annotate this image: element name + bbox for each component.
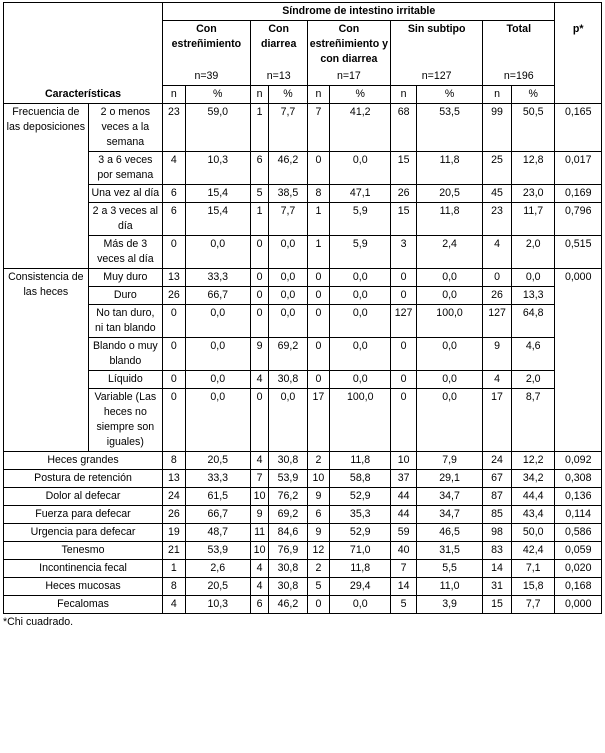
count-cell: 6: [307, 506, 330, 524]
percent-cell: 47,1: [330, 185, 391, 203]
col-header-pct: %: [417, 86, 483, 104]
count-cell: 0: [307, 152, 330, 185]
count-cell: 0: [307, 371, 330, 389]
count-cell: 14: [391, 578, 417, 596]
count-cell: 6: [163, 185, 186, 203]
table-row: [4, 104, 602, 152]
percent-cell: 53,5: [417, 104, 483, 152]
group-header-sin-subtipo: Sin subtipo: [391, 21, 483, 69]
percent-cell: 2,0: [512, 371, 555, 389]
count-cell: 11: [250, 524, 269, 542]
count-cell: 8: [163, 452, 186, 470]
count-cell: 4: [250, 371, 269, 389]
count-cell: 9: [307, 524, 330, 542]
percent-cell: 0,0: [330, 305, 391, 338]
row-label: Incontinencia fecal: [4, 560, 163, 578]
count-cell: 2: [307, 452, 330, 470]
count-cell: 83: [483, 542, 512, 560]
percent-cell: 23,0: [512, 185, 555, 203]
count-cell: 0: [307, 305, 330, 338]
percent-cell: 20,5: [185, 578, 250, 596]
percent-cell: 12,8: [512, 152, 555, 185]
count-cell: 21: [163, 542, 186, 560]
table-row: [4, 305, 602, 338]
percent-cell: 11,0: [417, 578, 483, 596]
count-cell: 10: [391, 452, 417, 470]
percent-cell: 69,2: [269, 506, 307, 524]
count-cell: 13: [163, 269, 186, 287]
row-label: Heces mucosas: [4, 578, 163, 596]
table-row: [4, 488, 602, 506]
group-header-con-diarrea: Con diarrea: [250, 21, 307, 69]
count-cell: 0: [483, 269, 512, 287]
percent-cell: 48,7: [185, 524, 250, 542]
row-sub-label: Muy duro: [88, 269, 162, 287]
percent-cell: 11,8: [417, 203, 483, 236]
count-cell: 5: [250, 185, 269, 203]
percent-cell: 34,2: [512, 470, 555, 488]
percent-cell: 0,0: [269, 236, 307, 269]
count-cell: 19: [163, 524, 186, 542]
p-value: 0,165: [555, 104, 602, 152]
row-label: Fecalomas: [4, 596, 163, 614]
percent-cell: 0,0: [185, 371, 250, 389]
percent-cell: 7,7: [269, 203, 307, 236]
count-cell: 26: [483, 287, 512, 305]
p-value: 0,169: [555, 185, 602, 203]
count-cell: 6: [163, 203, 186, 236]
percent-cell: 38,5: [269, 185, 307, 203]
p-value: 0,796: [555, 203, 602, 236]
count-cell: 4: [250, 560, 269, 578]
table-row: [4, 203, 602, 236]
col-header-n: n: [250, 86, 269, 104]
count-cell: 9: [483, 338, 512, 371]
table-row: [4, 389, 602, 452]
percent-cell: 0,0: [417, 389, 483, 452]
count-cell: 17: [307, 389, 330, 452]
percent-cell: 64,8: [512, 305, 555, 338]
count-cell: 0: [163, 371, 186, 389]
row-label: Urgencia para defecar: [4, 524, 163, 542]
percent-cell: 11,8: [330, 560, 391, 578]
count-cell: 68: [391, 104, 417, 152]
percent-cell: 7,7: [269, 104, 307, 152]
count-cell: 1: [307, 203, 330, 236]
count-cell: 98: [483, 524, 512, 542]
percent-cell: 2,0: [512, 236, 555, 269]
percent-cell: 20,5: [185, 452, 250, 470]
count-cell: 1: [163, 560, 186, 578]
table-row: [4, 542, 602, 560]
row-sub-label: No tan duro, ni tan blando: [88, 305, 162, 338]
percent-cell: 7,9: [417, 452, 483, 470]
percent-cell: 76,9: [269, 542, 307, 560]
percent-cell: 33,3: [185, 269, 250, 287]
percent-cell: 0,0: [185, 305, 250, 338]
count-cell: 7: [250, 470, 269, 488]
row-sub-label: Duro: [88, 287, 162, 305]
percent-cell: 59,0: [185, 104, 250, 152]
count-cell: 6: [250, 596, 269, 614]
count-cell: 9: [250, 338, 269, 371]
count-cell: 1: [250, 203, 269, 236]
count-cell: 15: [391, 203, 417, 236]
count-cell: 4: [163, 596, 186, 614]
col-header-n: n: [163, 86, 186, 104]
count-cell: 10: [250, 542, 269, 560]
percent-cell: 0,0: [269, 287, 307, 305]
count-cell: 10: [250, 488, 269, 506]
count-cell: 44: [391, 488, 417, 506]
count-cell: 9: [250, 506, 269, 524]
count-cell: 0: [250, 287, 269, 305]
percent-cell: 35,3: [330, 506, 391, 524]
count-cell: 4: [163, 152, 186, 185]
percent-cell: 0,0: [269, 389, 307, 452]
percent-cell: 3,9: [417, 596, 483, 614]
percent-cell: 0,0: [417, 338, 483, 371]
percent-cell: 15,4: [185, 185, 250, 203]
percent-cell: 0,0: [185, 236, 250, 269]
percent-cell: 11,8: [417, 152, 483, 185]
count-cell: 87: [483, 488, 512, 506]
p-value: 0,000: [555, 269, 602, 452]
row-sub-label: Más de 3 veces al día: [88, 236, 162, 269]
col-header-pct: %: [512, 86, 555, 104]
percent-cell: 11,7: [512, 203, 555, 236]
row-label: Heces grandes: [4, 452, 163, 470]
count-cell: 12: [307, 542, 330, 560]
count-cell: 3: [391, 236, 417, 269]
p-value: 0,000: [555, 596, 602, 614]
group-title: Síndrome de intestino irritable: [163, 3, 555, 21]
percent-cell: 76,2: [269, 488, 307, 506]
percent-cell: 0,0: [417, 269, 483, 287]
count-cell: 0: [391, 371, 417, 389]
percent-cell: 15,4: [185, 203, 250, 236]
percent-cell: 43,4: [512, 506, 555, 524]
percent-cell: 66,7: [185, 506, 250, 524]
p-value: 0,020: [555, 560, 602, 578]
p-value: 0,136: [555, 488, 602, 506]
percent-cell: 0,0: [330, 269, 391, 287]
percent-cell: 5,9: [330, 203, 391, 236]
characteristics-header: Características: [4, 86, 163, 104]
count-cell: 4: [483, 371, 512, 389]
count-cell: 7: [391, 560, 417, 578]
count-cell: 13: [163, 470, 186, 488]
percent-cell: 0,0: [185, 338, 250, 371]
percent-cell: 0,0: [330, 371, 391, 389]
corner-cell: [4, 3, 163, 21]
count-cell: 4: [483, 236, 512, 269]
p-value: 0,515: [555, 236, 602, 269]
p-value: 0,092: [555, 452, 602, 470]
group-header-con-estrenimiento: Con estreñimiento: [163, 21, 251, 69]
count-cell: 4: [250, 452, 269, 470]
percent-cell: 0,0: [330, 287, 391, 305]
percent-cell: 42,4: [512, 542, 555, 560]
count-cell: 10: [307, 470, 330, 488]
percent-cell: 44,4: [512, 488, 555, 506]
percent-cell: 100,0: [330, 389, 391, 452]
count-cell: 24: [163, 488, 186, 506]
count-cell: 0: [307, 596, 330, 614]
percent-cell: 0,0: [417, 371, 483, 389]
percent-cell: 30,8: [269, 560, 307, 578]
percent-cell: 4,6: [512, 338, 555, 371]
count-cell: 5: [307, 578, 330, 596]
col-header-pct: %: [330, 86, 391, 104]
count-cell: 25: [483, 152, 512, 185]
table-row: [4, 578, 602, 596]
row-sub-label: Líquido: [88, 371, 162, 389]
table-row: [4, 236, 602, 269]
table-row: [4, 596, 602, 614]
table-row: [4, 269, 602, 287]
count-cell: 85: [483, 506, 512, 524]
count-cell: 0: [391, 389, 417, 452]
count-cell: 24: [483, 452, 512, 470]
table-row: [4, 452, 602, 470]
count-cell: 2: [307, 560, 330, 578]
table-row: [4, 287, 602, 305]
count-cell: 26: [163, 506, 186, 524]
table-row: [4, 371, 602, 389]
percent-cell: 0,0: [269, 305, 307, 338]
col-header-pct: %: [185, 86, 250, 104]
p-value: 0,017: [555, 152, 602, 185]
count-cell: 0: [250, 389, 269, 452]
table-row: [4, 506, 602, 524]
count-cell: 99: [483, 104, 512, 152]
row-label: Tenesmo: [4, 542, 163, 560]
count-cell: 23: [483, 203, 512, 236]
percent-cell: 2,4: [417, 236, 483, 269]
percent-cell: 5,9: [330, 236, 391, 269]
p-value: 0,059: [555, 542, 602, 560]
count-cell: 45: [483, 185, 512, 203]
count-cell: 0: [250, 305, 269, 338]
count-cell: 0: [250, 269, 269, 287]
count-cell: 44: [391, 506, 417, 524]
percent-cell: 41,2: [330, 104, 391, 152]
count-cell: 0: [307, 338, 330, 371]
count-cell: 0: [307, 287, 330, 305]
percent-cell: 20,5: [417, 185, 483, 203]
p-value: 0,308: [555, 470, 602, 488]
percent-cell: 34,7: [417, 488, 483, 506]
group-header-mixto: Con estreñimiento y con diarrea: [307, 21, 391, 69]
count-cell: 1: [250, 104, 269, 152]
percent-cell: 52,9: [330, 524, 391, 542]
row-sub-label: 2 a 3 veces al día: [88, 203, 162, 236]
percent-cell: 46,2: [269, 596, 307, 614]
p-value: 0,114: [555, 506, 602, 524]
row-group-consistencia: Consistencia de las heces: [4, 269, 89, 452]
n-group-5: n=196: [483, 68, 555, 86]
row-group-frecuencia: Frecuencia de las deposiciones: [4, 104, 89, 269]
count-cell: 0: [391, 269, 417, 287]
count-cell: 0: [163, 338, 186, 371]
count-cell: 37: [391, 470, 417, 488]
percent-cell: 53,9: [185, 542, 250, 560]
count-cell: 17: [483, 389, 512, 452]
percent-cell: 30,8: [269, 452, 307, 470]
percent-cell: 50,5: [512, 104, 555, 152]
row-sub-label: Una vez al día: [88, 185, 162, 203]
percent-cell: 0,0: [512, 269, 555, 287]
percent-cell: 11,8: [330, 452, 391, 470]
footnote: *Chi cuadrado.: [3, 616, 74, 628]
n-group-4: n=127: [391, 68, 483, 86]
count-cell: 26: [163, 287, 186, 305]
percent-cell: 0,0: [185, 389, 250, 452]
percent-cell: 0,0: [330, 596, 391, 614]
percent-cell: 52,9: [330, 488, 391, 506]
table-row: [4, 185, 602, 203]
percent-cell: 2,6: [185, 560, 250, 578]
group-header-total: Total: [483, 21, 555, 69]
percent-cell: 61,5: [185, 488, 250, 506]
table-row: [4, 524, 602, 542]
percent-cell: 15,8: [512, 578, 555, 596]
count-cell: 0: [163, 305, 186, 338]
count-cell: 31: [483, 578, 512, 596]
percent-cell: 69,2: [269, 338, 307, 371]
count-cell: 6: [250, 152, 269, 185]
count-cell: 5: [391, 596, 417, 614]
percent-cell: 10,3: [185, 596, 250, 614]
p-value: 0,168: [555, 578, 602, 596]
percent-cell: 58,8: [330, 470, 391, 488]
percent-cell: 53,9: [269, 470, 307, 488]
percent-cell: 34,7: [417, 506, 483, 524]
p-header-bottom: [555, 86, 602, 104]
count-cell: 40: [391, 542, 417, 560]
percent-cell: 0,0: [330, 338, 391, 371]
percent-cell: 30,8: [269, 578, 307, 596]
count-cell: 9: [307, 488, 330, 506]
n-group-3: n=17: [307, 68, 391, 86]
row-sub-label: Blando o muy blando: [88, 338, 162, 371]
percent-cell: 8,7: [512, 389, 555, 452]
col-header-n: n: [307, 86, 330, 104]
p-header: p*: [555, 21, 602, 69]
row-label: Postura de retención: [4, 470, 163, 488]
count-cell: 0: [391, 287, 417, 305]
percent-cell: 7,7: [512, 596, 555, 614]
count-cell: 0: [391, 338, 417, 371]
percent-cell: 46,2: [269, 152, 307, 185]
percent-cell: 66,7: [185, 287, 250, 305]
p-value: 0,586: [555, 524, 602, 542]
count-cell: 4: [250, 578, 269, 596]
table-row: [4, 338, 602, 371]
col-header-pct: %: [269, 86, 307, 104]
percent-cell: 31,5: [417, 542, 483, 560]
percent-cell: 0,0: [269, 269, 307, 287]
count-cell: 7: [307, 104, 330, 152]
row-sub-label: 2 o menos veces a la semana: [88, 104, 162, 152]
count-cell: 26: [391, 185, 417, 203]
count-cell: 15: [391, 152, 417, 185]
percent-cell: 30,8: [269, 371, 307, 389]
table-row: [4, 560, 602, 578]
count-cell: 0: [163, 389, 186, 452]
percent-cell: 50,0: [512, 524, 555, 542]
n-group-1: n=39: [163, 68, 251, 86]
count-cell: 23: [163, 104, 186, 152]
n-group-2: n=13: [250, 68, 307, 86]
row-sub-label: 3 a 6 veces por semana: [88, 152, 162, 185]
count-cell: 8: [307, 185, 330, 203]
percent-cell: 33,3: [185, 470, 250, 488]
count-cell: 14: [483, 560, 512, 578]
table-row: [4, 470, 602, 488]
percent-cell: 5,5: [417, 560, 483, 578]
col-header-n: n: [483, 86, 512, 104]
count-cell: 15: [483, 596, 512, 614]
percent-cell: 13,3: [512, 287, 555, 305]
percent-cell: 7,1: [512, 560, 555, 578]
percent-cell: 0,0: [417, 287, 483, 305]
count-cell: 0: [163, 236, 186, 269]
row-sub-label: Variable (Las heces no siempre son iguales): [88, 389, 162, 452]
percent-cell: 29,1: [417, 470, 483, 488]
count-cell: 67: [483, 470, 512, 488]
count-cell: 0: [250, 236, 269, 269]
percent-cell: 29,4: [330, 578, 391, 596]
percent-cell: 100,0: [417, 305, 483, 338]
count-cell: 8: [163, 578, 186, 596]
percent-cell: 71,0: [330, 542, 391, 560]
table-row: [4, 152, 602, 185]
percent-cell: 12,2: [512, 452, 555, 470]
percent-cell: 10,3: [185, 152, 250, 185]
col-header-n: n: [391, 86, 417, 104]
row-label: Dolor al defecar: [4, 488, 163, 506]
percent-cell: 84,6: [269, 524, 307, 542]
percent-cell: 46,5: [417, 524, 483, 542]
p-header-top: [555, 3, 602, 21]
count-cell: 0: [307, 269, 330, 287]
data-table: [3, 2, 602, 614]
count-cell: 1: [307, 236, 330, 269]
count-cell: 127: [483, 305, 512, 338]
percent-cell: 0,0: [330, 152, 391, 185]
row-label: Fuerza para defecar: [4, 506, 163, 524]
count-cell: 127: [391, 305, 417, 338]
count-cell: 59: [391, 524, 417, 542]
